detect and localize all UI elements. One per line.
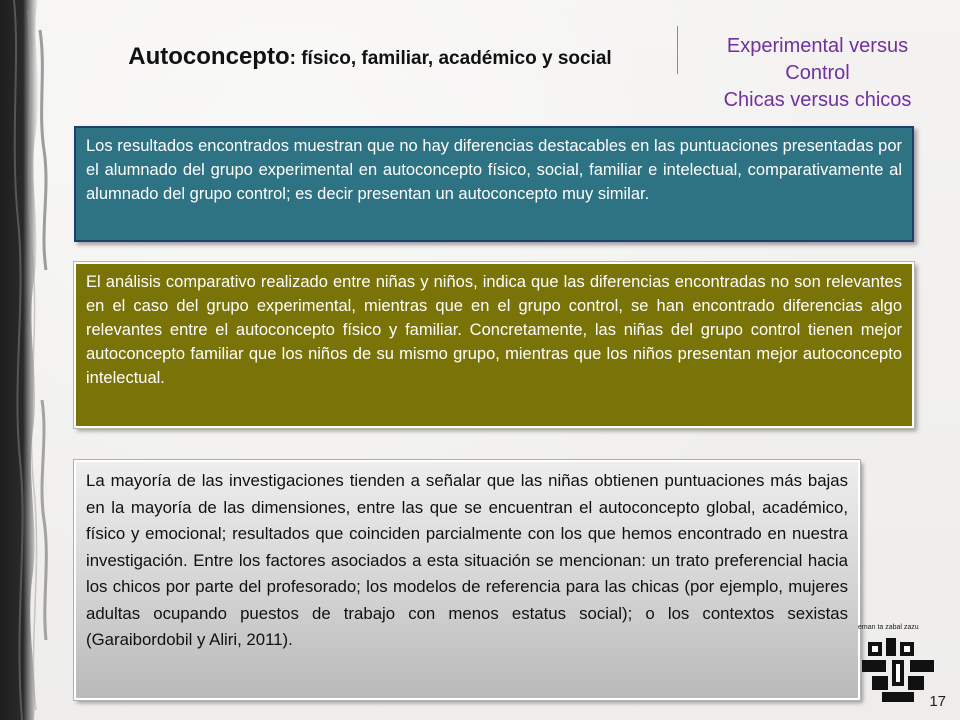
slide-title	[100, 40, 640, 74]
literature-box: La mayoría de las investigaciones tienden a señalar que las niñas obtienen puntuaciones más bajas en la mayoría de las dimensiones, entre las que se encuentran el autoconcepto global, académico, físico y emocional; resultados que coinciden parcialmente con los que hemos encontrado en nuestra investigación. Entre los factores asociados a esta situación se mencionan: un trato preferencial hacia los chicos por parte del profesorado; los modelos de referencia para las chicas (por ejemplo, mujeres adultas ocupando puestos de trabajo con menos estatus social); o los contextos sexistas (Garaibordobil y Aliri, 2011).	[74, 460, 860, 700]
comparison-line-3: Chicas versus chicos	[723, 89, 912, 111]
comparison-line-2: Control	[785, 62, 850, 84]
brush-stroke-decoration	[0, 0, 64, 720]
comparison-heading	[690, 33, 945, 114]
logo-tagline: eman ta zabal zazu	[858, 624, 919, 631]
header-divider	[677, 26, 678, 74]
gender-analysis-box: El análisis comparativo realizado entre niñas y niños, indica que las diferencias encontradas no son relevantes en el caso del grupo experimental, mientras que en el grupo control, se han encontrado diferencias algo relevantes entre el autoconcepto físico y familiar. Concretamente, las niñas del grupo control tienen mejor autoconcepto familiar que los niños de su mismo grupo, mientras que los niños presentan mejor autoconcepto intelectual.	[74, 262, 914, 428]
page-number: 17	[929, 693, 946, 710]
results-box: Los resultados encontrados muestran que no hay diferencias destacables en las puntuaciones presentadas por el alumnado del grupo experimental en autoconcepto físico, social, familiar e intelectual, comparativamente al alumnado del grupo control; es decir presentan un autoconcepto muy similar.	[74, 126, 914, 242]
university-logo	[858, 624, 938, 704]
title-rest: : físico, familiar, académico y social	[289, 48, 612, 69]
upv-ehu-logo-icon	[858, 634, 938, 706]
comparison-line-1: Experimental versus	[726, 35, 909, 57]
title-main: Autoconcepto	[128, 43, 290, 70]
